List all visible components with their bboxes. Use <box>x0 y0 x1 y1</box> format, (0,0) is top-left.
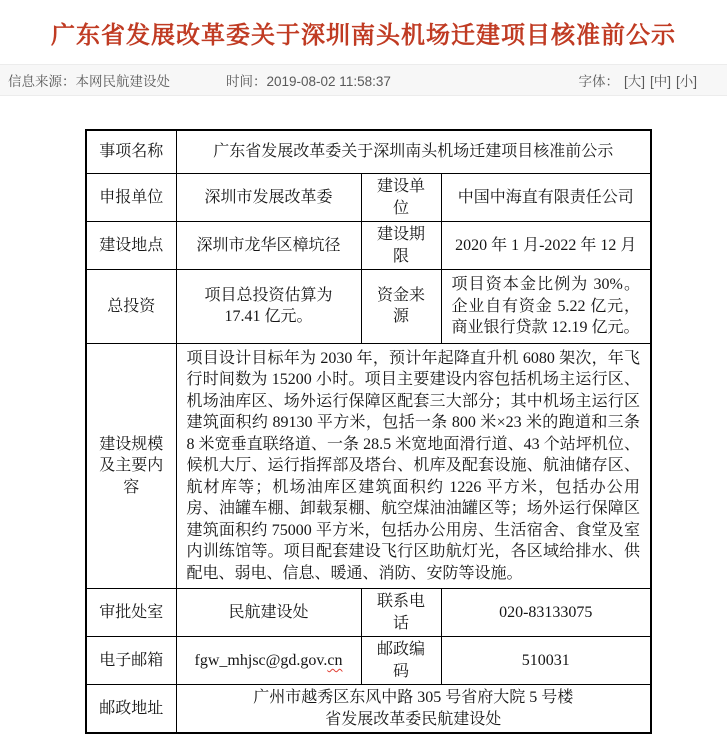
label-applicant: 申报单位 <box>86 174 176 222</box>
label-funding-source: 资金来源 <box>361 270 441 344</box>
project-info-table <box>85 129 652 734</box>
info-source-value: 本网民航建设处 <box>75 74 170 89</box>
value-email <box>176 637 361 685</box>
email-address-main: fgw_mhjsc@gd.gov. <box>194 651 328 669</box>
label-postal-address: 邮政地址 <box>86 685 176 734</box>
label-location: 建设地点 <box>86 222 176 270</box>
value-total-investment-line2: 17.41 亿元。 <box>224 308 313 326</box>
value-postal-address-line2: 省发展改革委民航建设处 <box>325 710 502 728</box>
publish-time-label: 时间： <box>226 74 267 89</box>
value-postal-address <box>176 685 651 734</box>
value-applicant: 深圳市发展改革委 <box>176 174 361 222</box>
publish-time <box>226 70 391 90</box>
label-approval-office: 审批处室 <box>86 589 176 637</box>
email-address-tld: cn <box>327 651 343 669</box>
page <box>0 15 727 734</box>
value-total-investment <box>176 270 361 344</box>
row-scale-and-content <box>86 343 651 589</box>
value-scale-content: 项目设计目标年为 2030 年，预计年起降直升机 6080 架次，年飞行时间数为 15200 小时。项目主要建设内容包括机场主运行区、机场油库区、场外运行保障区配套三大部分；其中机场主运行区建筑面积约 89130 平方米，包括一条 800 米×23 米的跑道和三条 8 米宽垂直联络道、一条 28.5 米宽地面滑行道、43 个站坪机位、候机大厅、运行指挥部及塔台、机库及配套设施、航油储存区、航材库等；机场油库区建筑面积约 1226 平方米，包括办公用房、油罐车棚、卸载泵棚、航空煤油油罐区等；场外运行保障区建筑面积约 75000 平方米，包括办公用房、生活宿舍、食堂及室内训练馆等。项目配套建设飞行区助航灯光，各区域给排水、供配电、弱电、信息、暖通、消防、安防等设施。 <box>176 343 651 589</box>
row-applicant-unit <box>86 174 651 222</box>
font-size-medium-button[interactable]: [中] <box>649 74 671 89</box>
font-size-label: 字体： <box>578 74 619 89</box>
value-location: 深圳市龙华区樟坑径 <box>176 222 361 270</box>
value-approval-office: 民航建设处 <box>176 589 361 637</box>
label-construction-unit: 建设单位 <box>361 174 441 222</box>
font-size-small-button[interactable]: [小] <box>675 74 697 89</box>
info-source <box>8 70 170 90</box>
label-scale-content: 建设规模及主要内容 <box>86 343 176 589</box>
row-postal-address <box>86 685 651 734</box>
value-total-investment-line1: 项目总投资估算为 <box>204 286 333 304</box>
label-item-name: 事项名称 <box>86 130 176 174</box>
value-postal-address-line1: 广州市越秀区东风中路 305 号省府大院 5 号楼 <box>253 689 574 706</box>
font-size-large-button[interactable]: [大] <box>623 74 645 89</box>
label-email: 电子邮箱 <box>86 637 176 685</box>
label-phone: 联系电话 <box>361 589 441 637</box>
row-office-phone <box>86 589 651 637</box>
value-item-name: 广东省发展改革委关于深圳南头机场迁建项目核准前公示 <box>176 130 651 174</box>
publish-time-value: 2019-08-02 11:58:37 <box>266 74 391 89</box>
row-investment-funding <box>86 270 651 344</box>
value-funding-source: 项目资本金比例为 30%。企业自有资金 5.22 亿元，商业银行贷款 12.19 亿元。 <box>441 270 651 344</box>
label-period: 建设期限 <box>361 222 441 270</box>
row-email-postcode <box>86 637 651 685</box>
value-period: 2020 年 1 月-2022 年 12 月 <box>441 222 651 270</box>
row-item-name <box>86 130 651 174</box>
meta-bar <box>0 64 727 96</box>
page-title: 广东省发展改革委关于深圳南头机场迁建项目核准前公示 <box>51 22 676 49</box>
label-postcode: 邮政编码 <box>361 637 441 685</box>
value-phone: 020-83133075 <box>441 589 651 637</box>
row-location-period <box>86 222 651 270</box>
info-source-label: 信息来源： <box>8 74 76 89</box>
value-construction-unit: 中国中海直有限责任公司 <box>441 174 651 222</box>
font-size-switcher <box>578 70 697 90</box>
value-postcode: 510031 <box>441 637 651 685</box>
label-total-investment: 总投资 <box>86 270 176 344</box>
